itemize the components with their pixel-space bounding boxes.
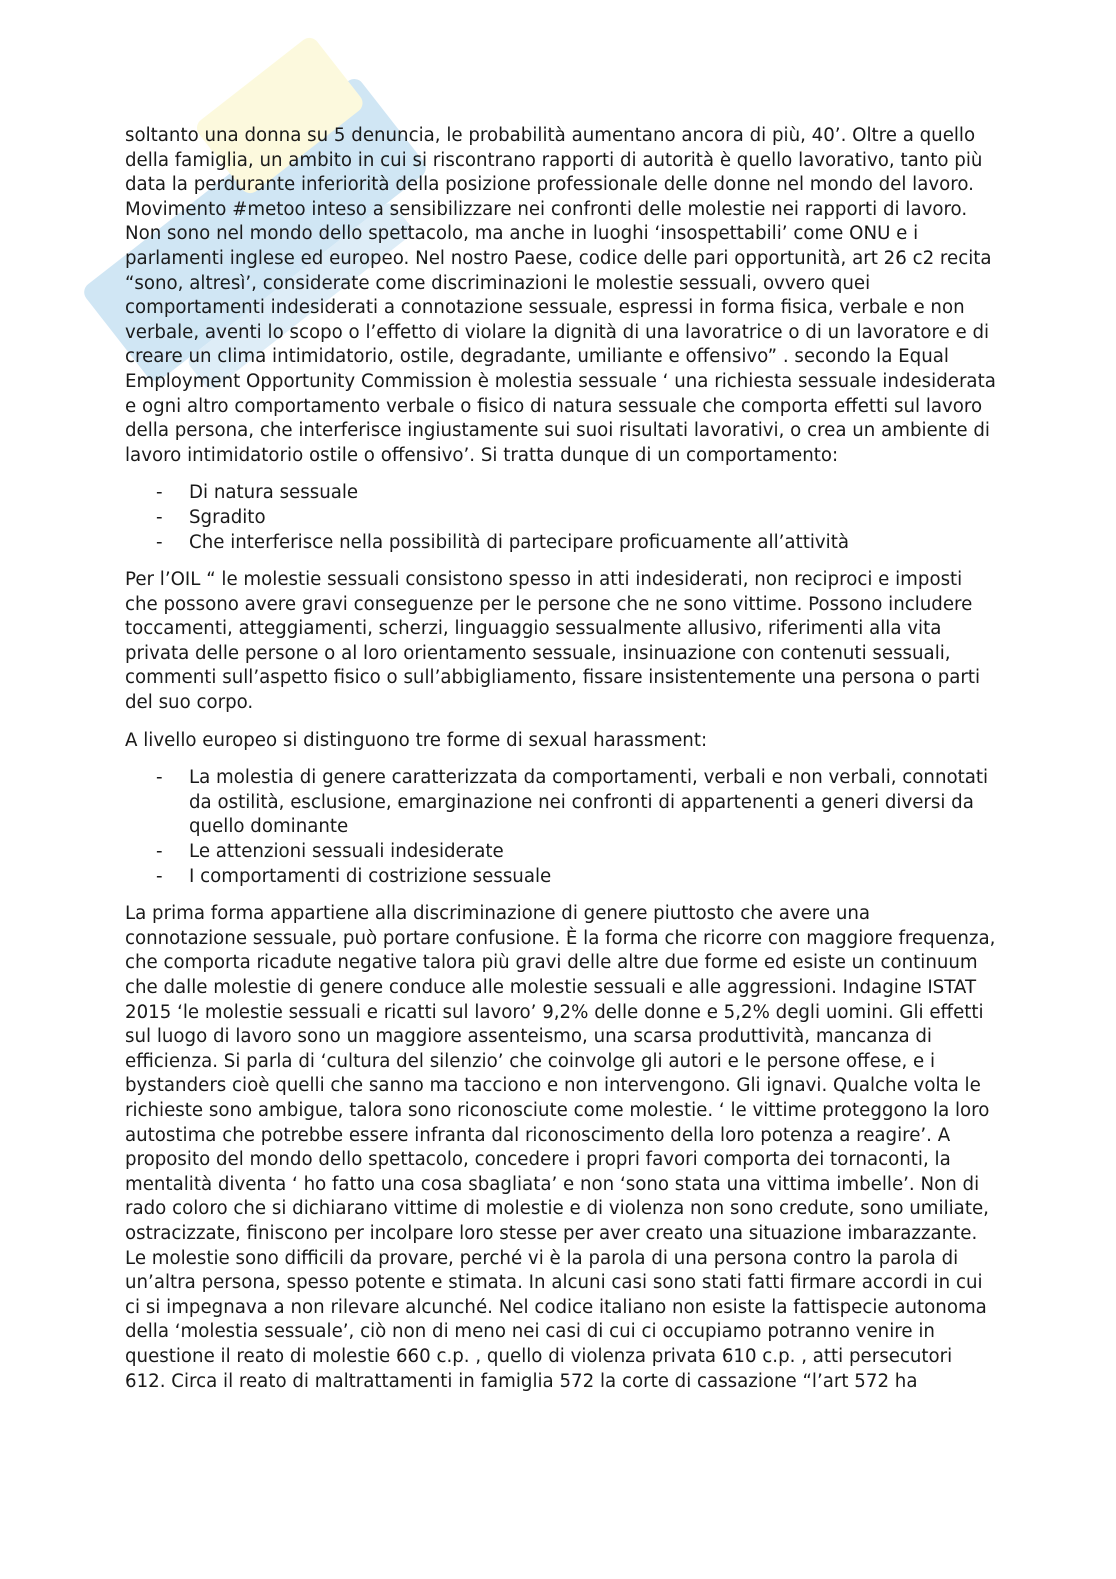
list-item: - Che interferisce nella possibilità di partecipare proficuamente all’attività	[125, 531, 997, 556]
harassment-forms-list	[125, 766, 997, 889]
list-item: - I comportamenti di costrizione sessuale	[125, 865, 997, 890]
criteria-list	[125, 481, 997, 555]
paragraph-4: La prima forma appartiene alla discriminazione di genere piuttosto che avere una connotazione sessuale, può portare confusione. È la forma che ricorre con maggiore frequenza, che comporta ricadute negative talora più gravi delle altre due forme ed esiste un continuum che dalle molestie di genere conduce alle molestie sessuali e alle aggressioni. Indagine ISTAT 2015 ‘le molestie sessuali e ricatti sul lavoro’ 9,2% delle donne e 5,2% degli uomini. Gli effetti sul luogo di lavoro sono un maggiore assenteismo, una scarsa produttività, mancanza di efficienza. Si parla di ‘cultura del silenzio’ che coinvolge gli autori e le persone offese, e i bystanders cioè quelli che sanno ma tacciono e non intervengono. Gli ignavi. Qualche volta le richieste sono ambigue, talora sono riconosciute come molestie. ‘ le vittime proteggono la loro autostima che potrebbe essere infranta dal riconoscimento della loro potenza a reagire’. A proposito del mondo dello spettacolo, concedere i propri favori comporta dei tornaconti, la mentalità diventa ‘ ho fatto una cosa sbagliata’ e non ‘sono stata una vittima imbelle’. Non di rado coloro che si dichiarano vittime di molestie e di violenza non sono credute, sono umiliate, ostracizzate, finiscono per incolpare loro stesse per aver creato una situazione imbarazzante. Le molestie sono difficili da provare, perché vi è la parola di una persona contro la parola di un’altra persona, spesso potente e stimata. In alcuni casi sono stati fatti firmare accordi in cui ci si impegnava a non rilevare alcunché. Nel codice italiano non esiste la fattispecie autonoma della ‘molestia sessuale’, ciò non di meno nei casi di cui ci occupiamo potranno venire in questione il reato di molestie 660 c.p. , quello di violenza privata 610 c.p. , atti persecutori 612. Circa il reato di maltrattamenti in famiglia 572 la corte di cassazione “l’art 572 ha	[125, 903, 996, 1392]
document-page	[125, 124, 997, 1394]
paragraph-2: Per l’OIL “ le molestie sessuali consistono spesso in atti indesiderati, non reciproci e imposti che possono avere gravi conseguenze per le persone che ne sono vittime. Possono includere toccamenti, atteggiamenti, scherzi, linguaggio sessualmente allusivo, riferimenti alla vita privata delle persone o al loro orientamento sessuale, insinuazione con contenuti sessuali, commenti sull’aspetto fisico o sull’abbigliamento, fissare insistentemente una persona o parti del suo corpo.	[125, 569, 981, 714]
list-item: - La molestia di genere caratterizzata da comportamenti, verbali e non verbali, connotati da ostilità, esclusione, emarginazione nei confronti di appartenenti a generi diversi da quello dominante	[125, 766, 997, 840]
list-item: - Le attenzioni sessuali indesiderate	[125, 840, 997, 865]
paragraph-1: soltanto una donna su 5 denuncia, le probabilità aumentano ancora di più, 40’. Oltre a quello della famiglia, un ambito in cui si riscontrano rapporti di autorità è quello lavorativo, tanto più data la perdurante inferiorità della posizione professionale delle donne nel mondo del lavoro. Movimento #metoo inteso a sensibilizzare nei confronti delle molestie nei rapporti di lavoro. Non sono nel mondo dello spettacolo, ma anche in luoghi ‘insospettabili’ come ONU e i parlamenti inglese ed europeo. Nel nostro Paese, codice delle pari opportunità, art 26 c2 recita “sono, altresì’, considerate come discriminazioni le molestie sessuali, ovvero quei comportamenti indesiderati a connotazione sessuale, espressi in forma fisica, verbale e non verbale, aventi lo scopo o l’effetto di violare la dignità di una lavoratrice o di un lavoratore e di creare un clima intimidatorio, ostile, degradante, umiliante e offensivo” . secondo la Equal Employment Opportunity Commission è molestia sessuale ‘ una richiesta sessuale indesiderata e ogni altro comportamento verbale o fisico di natura sessuale che comporta effetti sul lavoro della persona, che interferisce ingiustamente sui suoi risultati lavorativi, o crea un ambiente di lavoro intimidatorio ostile o offensivo’. Si tratta dunque di un comportamento:	[125, 125, 996, 466]
list-item: - Sgradito	[125, 506, 997, 531]
list-item: - Di natura sessuale	[125, 481, 997, 506]
paragraph-3: A livello europeo si distinguono tre forme di sexual harassment:	[125, 729, 708, 751]
